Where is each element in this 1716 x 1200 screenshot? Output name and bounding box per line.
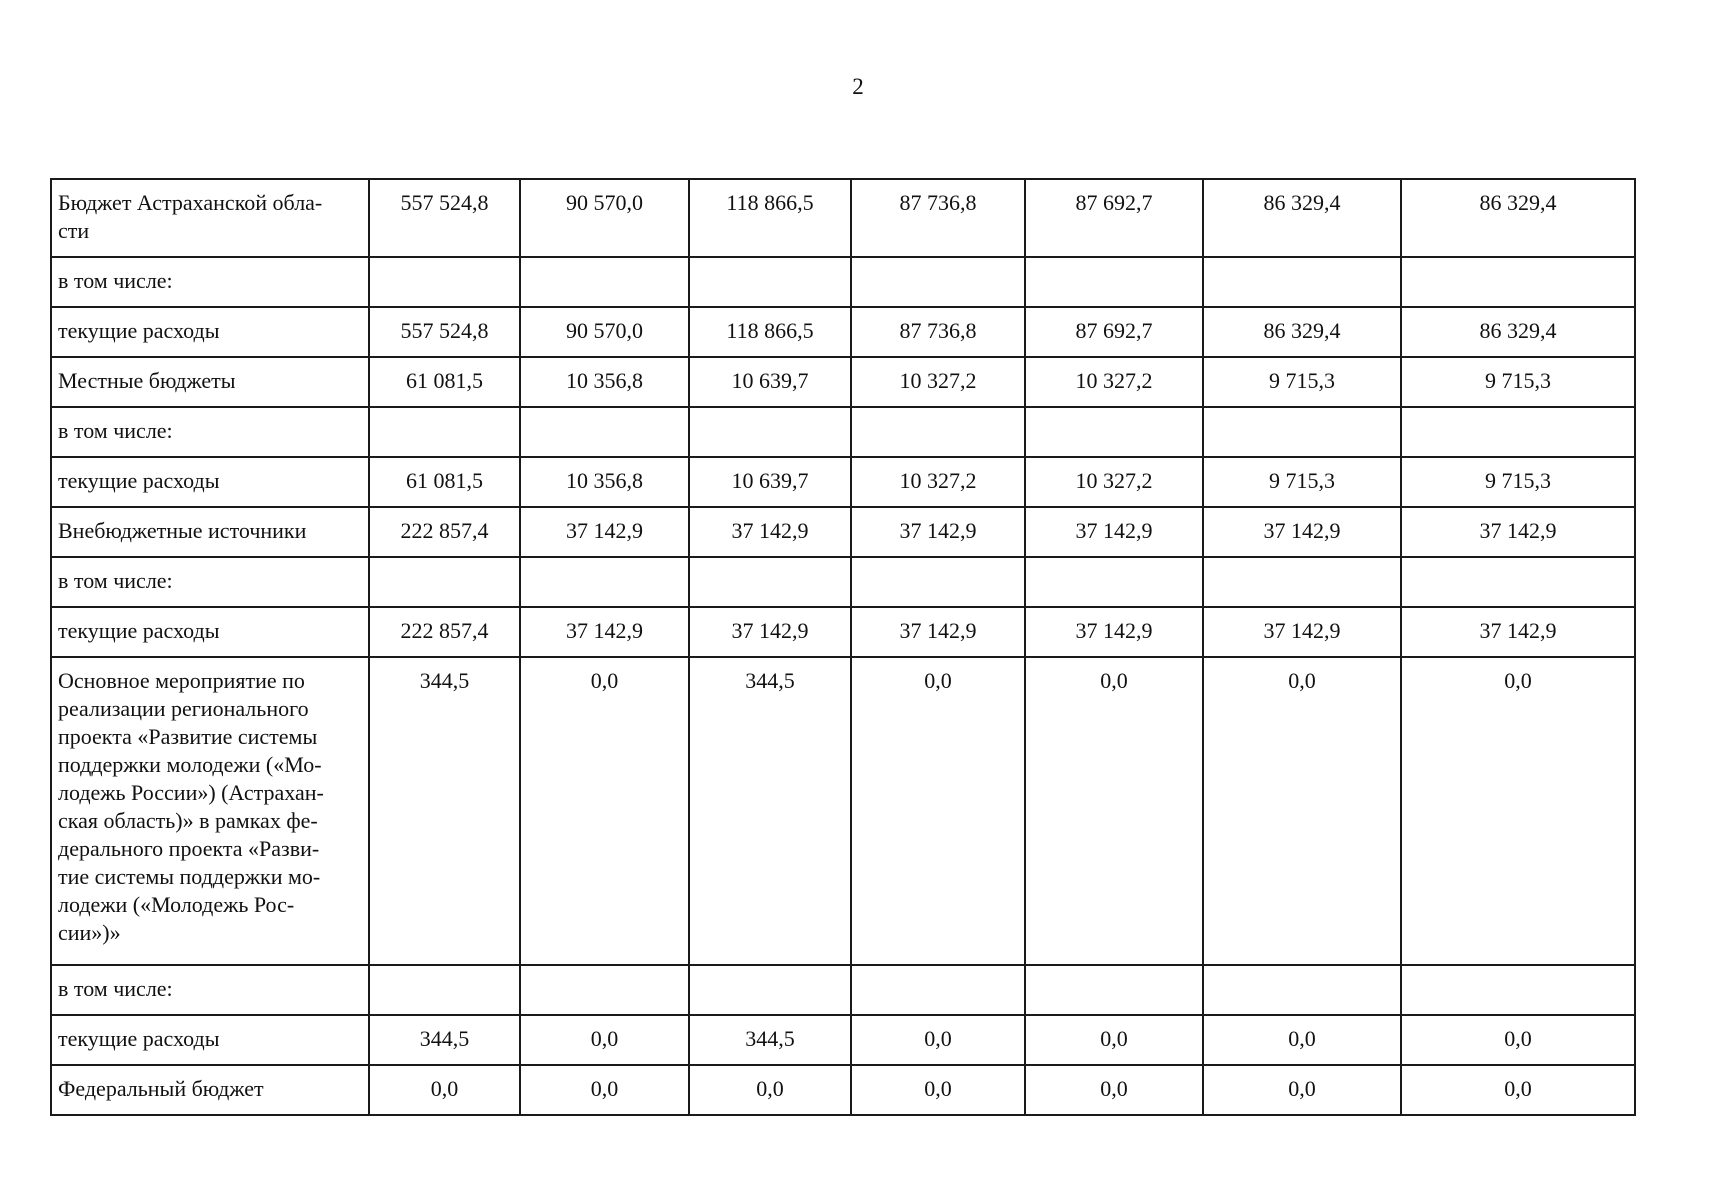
value-cell: 37 142,9	[851, 607, 1025, 657]
value-cell: 37 142,9	[1401, 607, 1635, 657]
value-cell: 9 715,3	[1401, 357, 1635, 407]
value-cell	[369, 257, 520, 307]
row-label: в том числе:	[51, 557, 369, 607]
value-cell: 0,0	[1401, 1015, 1635, 1065]
value-cell: 90 570,0	[520, 179, 689, 257]
value-cell: 344,5	[369, 1015, 520, 1065]
value-cell: 90 570,0	[520, 307, 689, 357]
table-row	[51, 557, 1635, 607]
row-label: Основное мероприятие по реализации регионального проекта «Развитие системы поддержки молодежи («Мо- лодежь России») (Астрахан- ская область)» в рамках фе- дерального проекта «Разви- тие системы поддержки мо- лодежи («Молодежь Рос- сии»)»	[51, 657, 369, 965]
value-cell: 86 329,4	[1401, 307, 1635, 357]
table-row	[51, 657, 1635, 965]
budget-table-body	[51, 179, 1635, 1115]
value-cell: 222 857,4	[369, 507, 520, 557]
value-cell	[1401, 257, 1635, 307]
table-row	[51, 307, 1635, 357]
value-cell: 557 524,8	[369, 179, 520, 257]
value-cell: 222 857,4	[369, 607, 520, 657]
table-row	[51, 965, 1635, 1015]
row-label: Бюджет Астраханской обла- сти	[51, 179, 369, 257]
row-label: в том числе:	[51, 965, 369, 1015]
value-cell: 37 142,9	[1203, 607, 1401, 657]
row-label: текущие расходы	[51, 607, 369, 657]
value-cell	[1203, 965, 1401, 1015]
value-cell	[851, 557, 1025, 607]
value-cell: 0,0	[1025, 1015, 1203, 1065]
value-cell: 0,0	[520, 1015, 689, 1065]
value-cell	[689, 257, 851, 307]
value-cell: 0,0	[1401, 657, 1635, 965]
value-cell	[851, 965, 1025, 1015]
value-cell	[1203, 557, 1401, 607]
value-cell	[1401, 557, 1635, 607]
value-cell	[369, 407, 520, 457]
row-label: Местные бюджеты	[51, 357, 369, 407]
value-cell	[1025, 257, 1203, 307]
row-label: в том числе:	[51, 407, 369, 457]
row-label: текущие расходы	[51, 307, 369, 357]
row-label: в том числе:	[51, 257, 369, 307]
value-cell: 0,0	[1203, 1065, 1401, 1115]
value-cell: 37 142,9	[1025, 507, 1203, 557]
value-cell: 10 639,7	[689, 357, 851, 407]
value-cell: 37 142,9	[1203, 507, 1401, 557]
value-cell: 10 327,2	[1025, 457, 1203, 507]
value-cell: 37 142,9	[520, 507, 689, 557]
value-cell: 37 142,9	[689, 607, 851, 657]
table-row	[51, 357, 1635, 407]
value-cell	[689, 557, 851, 607]
value-cell: 86 329,4	[1203, 307, 1401, 357]
value-cell	[520, 407, 689, 457]
row-label: текущие расходы	[51, 457, 369, 507]
value-cell	[369, 965, 520, 1015]
value-cell: 37 142,9	[1025, 607, 1203, 657]
table-row	[51, 407, 1635, 457]
value-cell: 37 142,9	[1401, 507, 1635, 557]
value-cell	[851, 257, 1025, 307]
value-cell: 37 142,9	[689, 507, 851, 557]
value-cell: 61 081,5	[369, 457, 520, 507]
value-cell: 344,5	[689, 657, 851, 965]
value-cell: 87 692,7	[1025, 307, 1203, 357]
budget-table	[50, 178, 1636, 1116]
value-cell: 0,0	[1401, 1065, 1635, 1115]
value-cell: 344,5	[369, 657, 520, 965]
row-label: Внебюджетные источники	[51, 507, 369, 557]
value-cell: 344,5	[689, 1015, 851, 1065]
table-row	[51, 257, 1635, 307]
value-cell: 118 866,5	[689, 179, 851, 257]
value-cell: 10 356,8	[520, 457, 689, 507]
value-cell: 0,0	[1025, 657, 1203, 965]
value-cell	[1025, 557, 1203, 607]
value-cell	[1203, 407, 1401, 457]
row-label: текущие расходы	[51, 1015, 369, 1065]
value-cell: 9 715,3	[1203, 457, 1401, 507]
value-cell	[689, 965, 851, 1015]
value-cell: 86 329,4	[1203, 179, 1401, 257]
value-cell: 0,0	[851, 1065, 1025, 1115]
value-cell: 0,0	[1203, 657, 1401, 965]
value-cell	[1203, 257, 1401, 307]
value-cell	[1025, 965, 1203, 1015]
value-cell	[1025, 407, 1203, 457]
value-cell: 37 142,9	[520, 607, 689, 657]
value-cell: 9 715,3	[1203, 357, 1401, 407]
table-row	[51, 507, 1635, 557]
value-cell: 10 356,8	[520, 357, 689, 407]
table-row	[51, 1065, 1635, 1115]
value-cell: 0,0	[851, 1015, 1025, 1065]
value-cell	[689, 407, 851, 457]
value-cell: 37 142,9	[851, 507, 1025, 557]
value-cell	[1401, 407, 1635, 457]
value-cell	[520, 965, 689, 1015]
value-cell	[851, 407, 1025, 457]
table-row	[51, 607, 1635, 657]
value-cell: 10 327,2	[851, 357, 1025, 407]
value-cell: 87 736,8	[851, 179, 1025, 257]
value-cell: 0,0	[851, 657, 1025, 965]
value-cell: 0,0	[369, 1065, 520, 1115]
value-cell	[369, 557, 520, 607]
value-cell: 87 692,7	[1025, 179, 1203, 257]
table-row	[51, 179, 1635, 257]
value-cell	[520, 257, 689, 307]
value-cell: 0,0	[520, 1065, 689, 1115]
table-row	[51, 1015, 1635, 1065]
value-cell: 10 327,2	[1025, 357, 1203, 407]
value-cell: 87 736,8	[851, 307, 1025, 357]
value-cell: 557 524,8	[369, 307, 520, 357]
row-label: Федеральный бюджет	[51, 1065, 369, 1115]
value-cell: 10 639,7	[689, 457, 851, 507]
value-cell: 9 715,3	[1401, 457, 1635, 507]
value-cell: 10 327,2	[851, 457, 1025, 507]
table-row	[51, 457, 1635, 507]
value-cell: 0,0	[1025, 1065, 1203, 1115]
value-cell: 118 866,5	[689, 307, 851, 357]
value-cell: 0,0	[1203, 1015, 1401, 1065]
value-cell	[1401, 965, 1635, 1015]
value-cell: 0,0	[520, 657, 689, 965]
value-cell: 61 081,5	[369, 357, 520, 407]
value-cell: 86 329,4	[1401, 179, 1635, 257]
value-cell: 0,0	[689, 1065, 851, 1115]
page-number: 2	[852, 74, 864, 99]
value-cell	[520, 557, 689, 607]
